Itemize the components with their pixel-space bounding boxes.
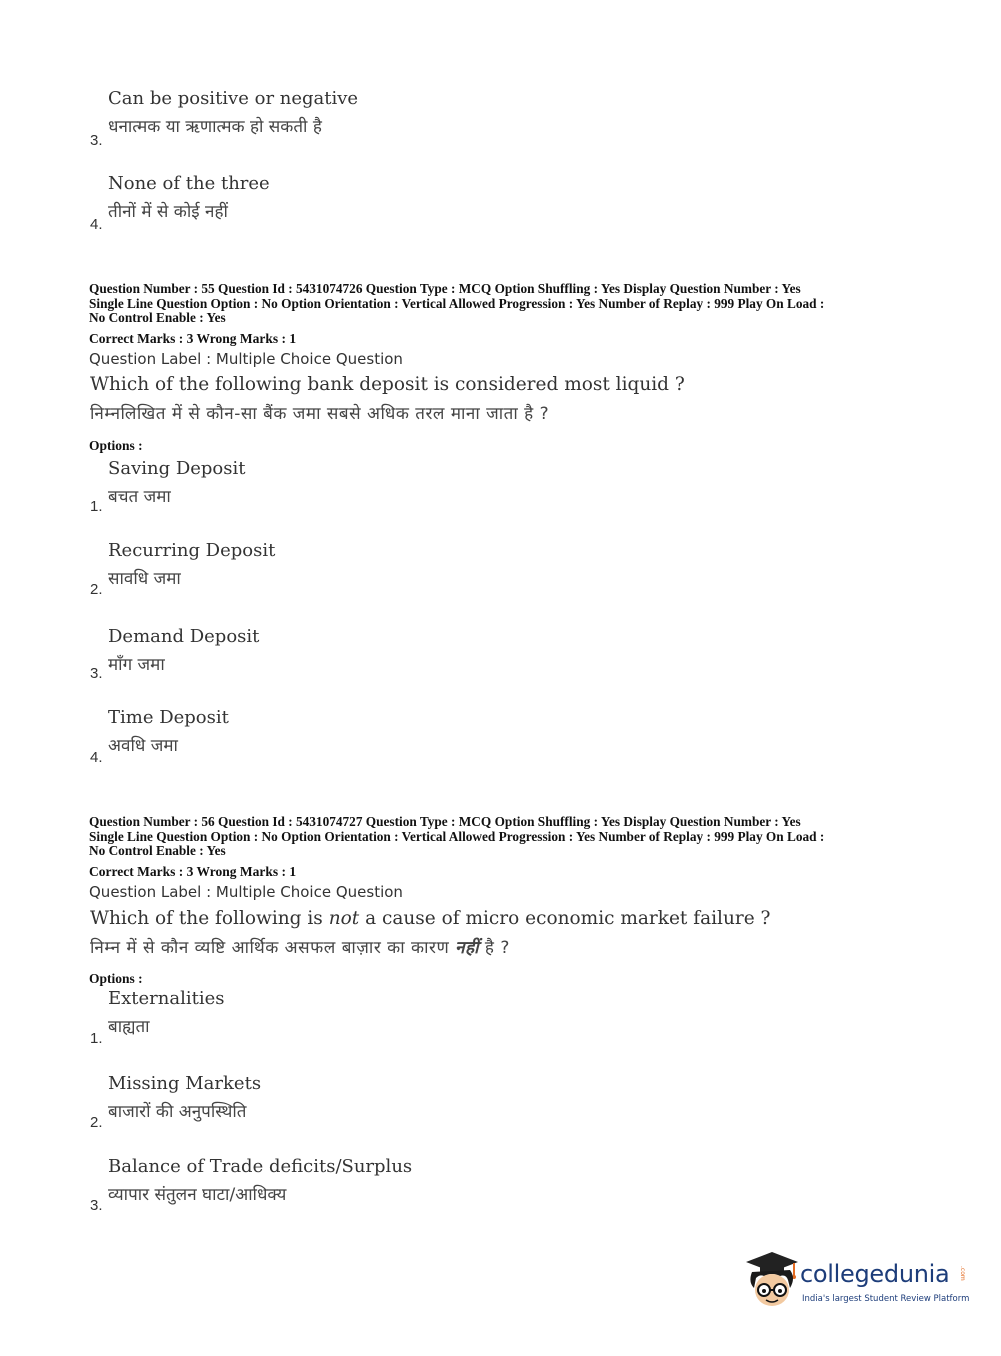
question-text-hi: निम्नलिखित में से कौन-सा बैंक जमा सबसे अधिक तरल माना जाता है ? <box>90 404 550 424</box>
emphasis-word: नहीं <box>455 938 480 958</box>
option-number: 3. <box>90 665 103 682</box>
option-text-en: Can be positive or negative <box>108 88 359 109</box>
meta-line: Single Line Question Option : No Option Orientation : Vertical Allowed Progression : Yes Number of Replay : 999 Play On Load : <box>89 828 825 844</box>
emphasis-word: not <box>328 908 360 929</box>
question-text-part: है ? <box>479 938 510 958</box>
option-text-en: Balance of Trade deficits/Surplus <box>108 1156 413 1177</box>
collegedunia-logo <box>742 1248 972 1312</box>
option-text-en: Saving Deposit <box>108 458 246 479</box>
logo-tagline: India's largest Student Review Platform <box>802 1294 970 1304</box>
question-text-part: a cause of micro economic market failure ? <box>359 908 771 929</box>
option-text-en: Demand Deposit <box>108 626 260 647</box>
option-text-hi: बाह्यता <box>108 1017 150 1037</box>
question-text-hi <box>90 935 510 958</box>
question-label: Question Label : Multiple Choice Question <box>89 883 403 901</box>
option-text-hi: व्यापार संतुलन घाटा/आधिक्य <box>108 1185 287 1205</box>
question-text-part: Which of the following is <box>90 908 329 929</box>
logo-wordmark: collegedunia <box>800 1260 950 1288</box>
meta-line: No Control Enable : Yes <box>89 310 226 325</box>
mascot-icon <box>742 1248 800 1312</box>
option-text-hi: अवधि जमा <box>108 736 178 756</box>
option-text-en: Externalities <box>108 988 225 1009</box>
option-number: 3. <box>90 1197 103 1214</box>
question-text-en <box>90 908 770 929</box>
question-text-en: Which of the following bank deposit is considered most liquid ? <box>90 374 685 395</box>
meta-line: Question Number : 55 Question Id : 5431074726 Question Type : MCQ Option Shuffling : Yes Display Question Number : Yes <box>89 281 801 296</box>
logo-tld: .com <box>959 1266 966 1281</box>
options-heading: Options : <box>89 438 143 453</box>
option-number: 2. <box>90 1114 103 1131</box>
question-text-part: निम्न में से कौन व्यष्टि आर्थिक असफल बाज़ार का कारण <box>90 938 456 958</box>
meta-line: Single Line Question Option : No Option Orientation : Vertical Allowed Progression : Yes Number of Replay : 999 Play On Load : <box>89 295 825 311</box>
option-text-hi: धनात्मक या ऋणात्मक हो सकती है <box>108 117 322 137</box>
option-text-hi: सावधि जमा <box>108 569 181 589</box>
meta-line: Question Number : 56 Question Id : 5431074727 Question Type : MCQ Option Shuffling : Yes Display Question Number : Yes <box>89 814 801 829</box>
option-number: 2. <box>90 581 103 598</box>
question-meta <box>89 282 919 326</box>
marks-info: Correct Marks : 3 Wrong Marks : 1 <box>89 864 297 879</box>
option-text-en: Time Deposit <box>108 707 229 728</box>
option-text-en: Recurring Deposit <box>108 540 276 561</box>
option-text-hi: बचत जमा <box>108 487 171 507</box>
question-meta <box>89 815 919 859</box>
marks-info: Correct Marks : 3 Wrong Marks : 1 <box>89 331 297 346</box>
option-number: 1. <box>90 498 103 515</box>
meta-line: No Control Enable : Yes <box>89 843 226 858</box>
question-label: Question Label : Multiple Choice Question <box>89 350 403 368</box>
option-number: 4. <box>90 216 103 233</box>
options-heading: Options : <box>89 971 143 986</box>
option-text-hi: तीनों में से कोई नहीं <box>108 202 228 222</box>
option-number: 3. <box>90 132 103 149</box>
option-text-en: None of the three <box>108 173 270 194</box>
option-text-en: Missing Markets <box>108 1073 262 1094</box>
option-number: 4. <box>90 749 103 766</box>
option-text-hi: बाजारों की अनुपस्थिति <box>108 1102 247 1122</box>
option-text-hi: माँग जमा <box>108 655 165 675</box>
option-number: 1. <box>90 1030 103 1047</box>
